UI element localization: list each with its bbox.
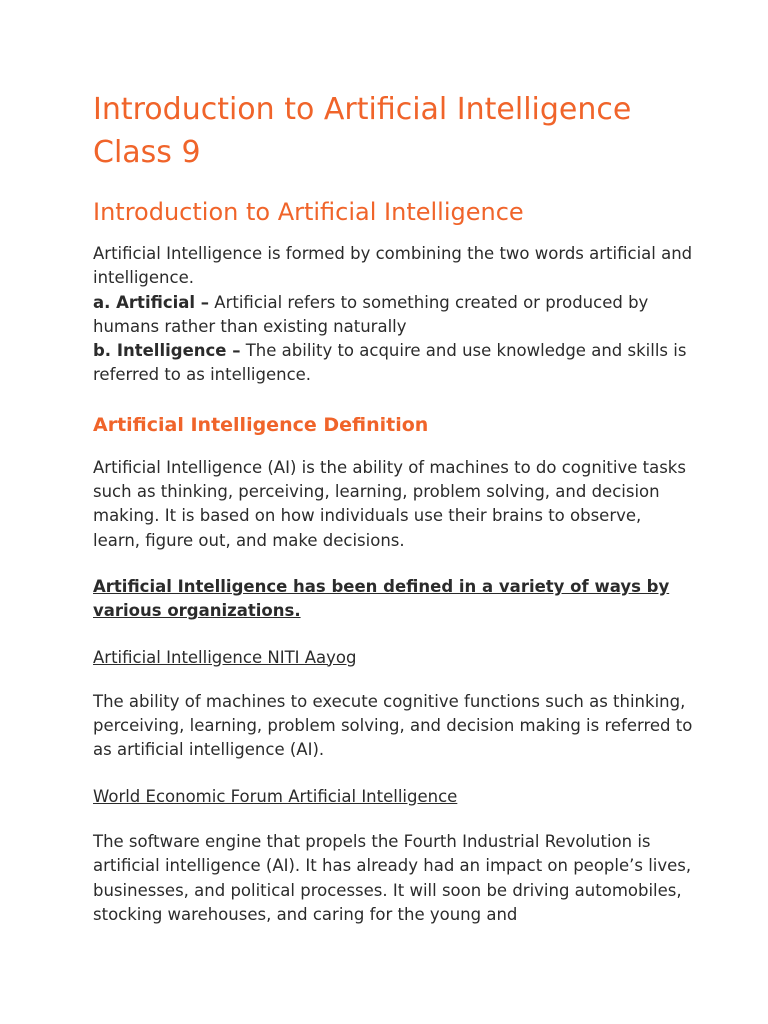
intro-paragraph (93, 242, 693, 388)
wef-paragraph: The software engine that propels the Fourth Industrial Revolution is artificial intelligence (AI). It has already had an impact on people’s lives, businesses, and political processes. It will soon be driving automobiles, stocking warehouses, and caring for the young and (93, 832, 692, 924)
intro-text: Artificial Intelligence is formed by combining the two words artificial and intelligence. (93, 244, 693, 288)
variety-heading: Artificial Intelligence has been defined in a variety of ways by various organizations. (93, 576, 670, 621)
niti-paragraph: The ability of machines to execute cognitive functions such as thinking, perceiving, learning, problem solving, and decision making is referred to as artificial intelligence (AI). (93, 691, 693, 760)
term-a-label: a. Artificial – (93, 292, 210, 312)
term-b-text: The ability to acquire and use knowledge and skills is referred to as intelligence. (93, 341, 687, 385)
niti-heading: Artificial Intelligence NITI Aayog (93, 647, 357, 667)
term-a-text: Artificial refers to something created or produced by humans rather than existing naturally (93, 292, 649, 336)
term-b-label: b. Intelligence – (93, 341, 241, 361)
wef-heading: World Economic Forum Artificial Intelligence (93, 786, 458, 806)
definition-heading: Artificial Intelligence Definition (93, 413, 429, 436)
definition-paragraph: Artificial Intelligence (AI) is the ability of machines to do cognitive tasks such as thinking, perceiving, learning, problem solving, and decision making. It is based on how individuals use their brains to observe, learn, figure out, and make decisions. (93, 457, 686, 550)
section-heading: Introduction to Artificial Intelligence (93, 198, 524, 226)
document-title: Introduction to Artificial Intelligence Class 9 (93, 92, 632, 170)
document-content (93, 88, 693, 927)
